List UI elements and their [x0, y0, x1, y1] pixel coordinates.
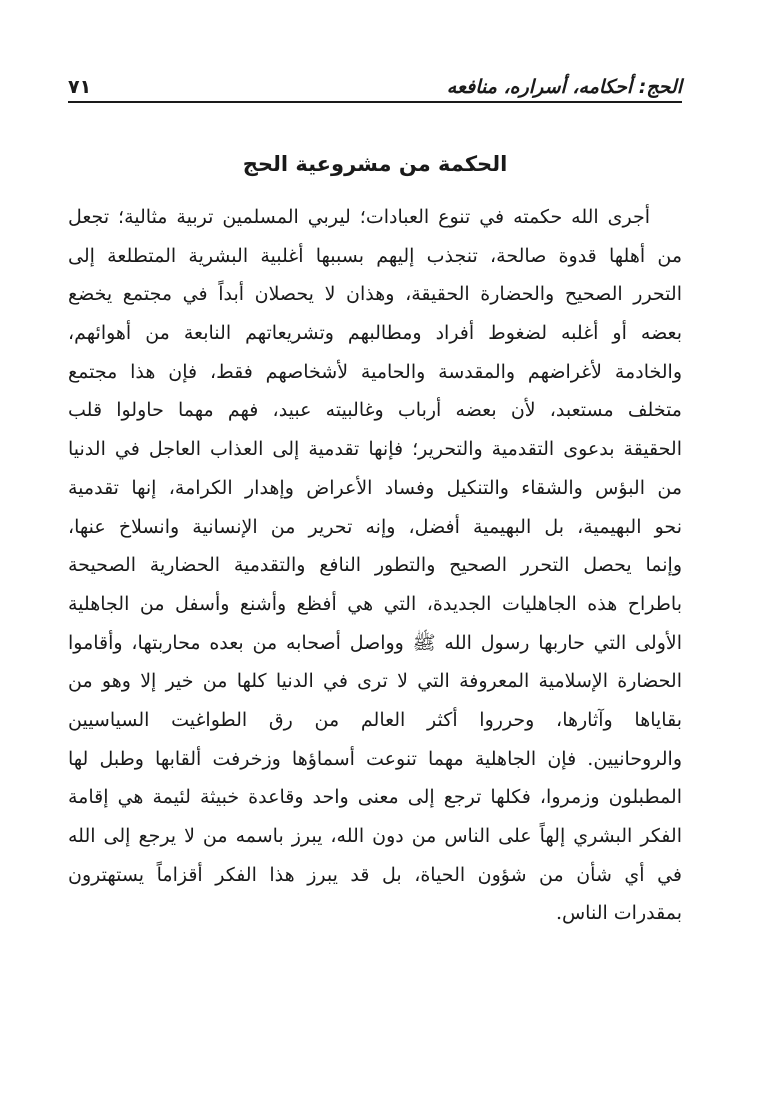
- text-line: الأولى التي حاربها رسول الله ﷺ وواصل أصحابه من بعده محاربتها، وأقاموا: [68, 631, 682, 654]
- text-line: أجرى الله حكمته في تنوع العبادات؛ ليربي المسلمين تربية مثالية؛ تجعل: [68, 206, 650, 228]
- text-line: الفكر البشري إلهاً على الناس من دون الله، يبرز باسمه من لا يرجع إلى الله: [68, 825, 682, 847]
- text-line: متخلف مستعبد، لأن بعضه أرباب وغالبيته عبيد، فهم مهما حاولوا قلب: [68, 399, 682, 422]
- text-line: الحقيقة بدعوى التقدمية والتحرير؛ فإنها تقدمية إلى العذاب العاجل في الدنيا: [68, 438, 682, 461]
- text-line: وإنما يحصل التحرر الصحيح والتطور النافع والتقدمية الحضارية الصحيحة: [68, 554, 682, 577]
- text-line: نحو البهيمية، بل البهيمية أفضل، وإنه تحرير من الإنسانية وانسلاخ عنها،: [68, 515, 682, 538]
- text-line: الحضارة الإسلامية المعروفة التي لا ترى في الدنيا كلها من خير إلا وهو من: [68, 670, 682, 693]
- text-line: بعضه أو أغلبه لضغوط أفراد ومطالبهم وتشريعاتهم النابعة من أهوائهم،: [68, 322, 682, 345]
- text-line: في أي شأن من شؤون الحياة، بل قد يبرز هذا الفكر أقزاماً يستهترون: [68, 863, 682, 886]
- section-title: الحكمة من مشروعية الحج: [242, 152, 508, 176]
- text-line: من أهلها قدوة صالحة، تنجذب إليهم بسببها أغلبية البشرية المتطلعة إلى: [68, 244, 682, 267]
- text-line: التحرر الصحيح والحضارة الحقيقة، وهذان لا يحصلان أبداً في مجتمع يخضع: [68, 283, 682, 306]
- text-line: والروحانيين. فإن الجاهلية مهما تنوعت أسماؤها وزخرفت ألقابها وطبل لها: [68, 747, 682, 770]
- text-line: باطراح هذه الجاهليات الجديدة، التي هي أفظع وأشنع وأسفل من الجاهلية: [68, 592, 682, 615]
- running-header: [68, 66, 682, 98]
- page-number: ٧١: [68, 76, 92, 98]
- text-line: المطبلون وزمروا، فكلها ترجع إلى معنى واحد وقاعدة خبيثة لئيمة هي إقامة: [68, 786, 682, 809]
- header-rule: [68, 101, 682, 103]
- body-paragraph: [68, 198, 682, 933]
- text-line: والخادمة لأغراضهم والمقدسة والحامية لأشخاصهم فقط، فإن هذا مجتمع: [68, 360, 682, 383]
- text-line: من البؤس والشقاء والتنكيل وفساد الأعراض وإهدار الكرامة، إنها تقدمية: [68, 476, 682, 499]
- running-title: الحج: أحكامه، أسراره، منافعه: [446, 76, 682, 98]
- text-line: بقاياها وآثارها، وحرروا أكثر العالم من رق الطواغيت السياسيين: [68, 708, 682, 731]
- text-line: بمقدرات الناس.: [555, 902, 682, 925]
